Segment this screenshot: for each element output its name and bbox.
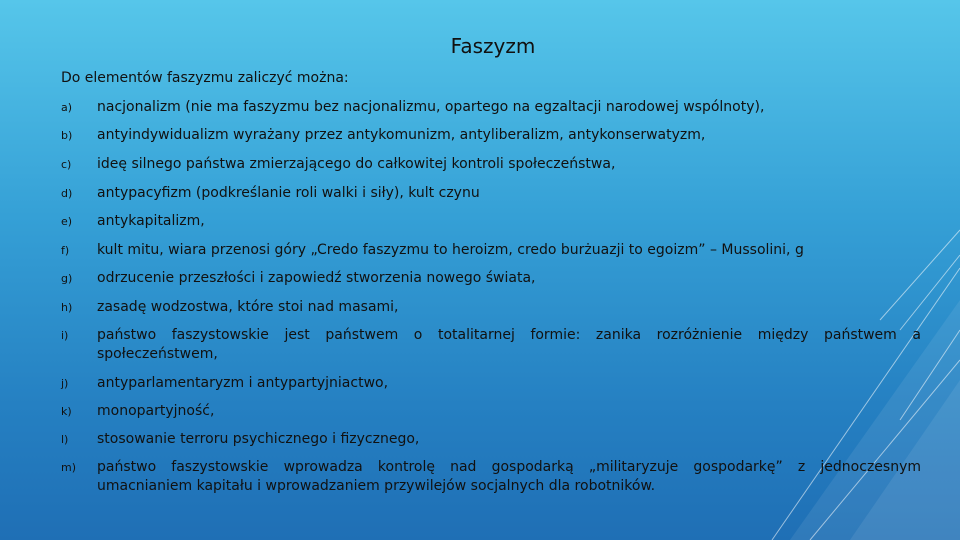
list-item	[61, 298, 921, 317]
item-marker: j)	[61, 377, 69, 390]
list-item	[61, 326, 921, 364]
slide-title: Faszyzm	[450, 34, 536, 58]
item-marker: f)	[61, 244, 70, 257]
item-text: państwo faszystowskie jest państwem o totalitarnej formie: zanika rozróżnienie między państwem a społeczeństwem,	[97, 327, 921, 362]
list-item	[61, 402, 921, 421]
list-item	[61, 212, 921, 231]
item-marker: h)	[61, 301, 73, 314]
item-marker: m)	[61, 461, 77, 474]
item-text: antyindywidualizm wyrażany przez antykomunizm, antyliberalizm, antykonserwatyzm,	[97, 127, 706, 143]
item-marker: a)	[61, 101, 73, 114]
item-marker: c)	[61, 158, 72, 171]
list-item	[61, 126, 921, 145]
list-item	[61, 430, 921, 449]
item-text: antyparlamentaryzm i antypartyjniactwo,	[97, 375, 389, 391]
item-text: nacjonalizm (nie ma faszyzmu bez nacjonalizmu, opartego na egzaltacji narodowej wspólnoty),	[97, 99, 765, 115]
item-marker: d)	[61, 187, 73, 200]
item-marker: i)	[61, 329, 69, 342]
list-item	[61, 241, 921, 260]
item-marker: g)	[61, 272, 73, 285]
item-text: monopartyjność,	[97, 403, 215, 419]
item-marker: b)	[61, 129, 73, 142]
list-item	[61, 269, 921, 288]
intro-text: Do elementów faszyzmu zaliczyć można:	[61, 70, 349, 86]
list-item	[61, 374, 921, 393]
list-item	[61, 98, 921, 117]
item-text: antypacyfizm (podkreślanie roli walki i siły), kult czynu	[97, 185, 480, 201]
item-text: państwo faszystowskie wprowadza kontrolę nad gospodarką „militaryzuje gospodarkę” z jednoczesnym umacnianiem kapitału i wprowadzaniem przywilejów socjalnych dla robotników.	[97, 459, 921, 494]
item-text: odrzucenie przeszłości i zapowiedź stworzenia nowego świata,	[97, 270, 536, 286]
item-text: stosowanie terroru psychicznego i fizycznego,	[97, 431, 420, 447]
list-item	[61, 458, 921, 496]
item-text: kult mitu, wiara przenosi góry „Credo faszyzmu to heroizm, credo burżuazji to egoizm” – Mussolini, g	[97, 242, 804, 258]
list-item	[61, 155, 921, 174]
list-item	[61, 184, 921, 203]
item-marker: k)	[61, 405, 72, 418]
item-text: zasadę wodzostwa, które stoi nad masami,	[97, 299, 399, 315]
item-marker: l)	[61, 433, 69, 446]
item-text: antykapitalizm,	[97, 213, 205, 229]
item-text: ideę silnego państwa zmierzającego do całkowitej kontroli społeczeństwa,	[97, 156, 616, 172]
item-marker: e)	[61, 215, 73, 228]
